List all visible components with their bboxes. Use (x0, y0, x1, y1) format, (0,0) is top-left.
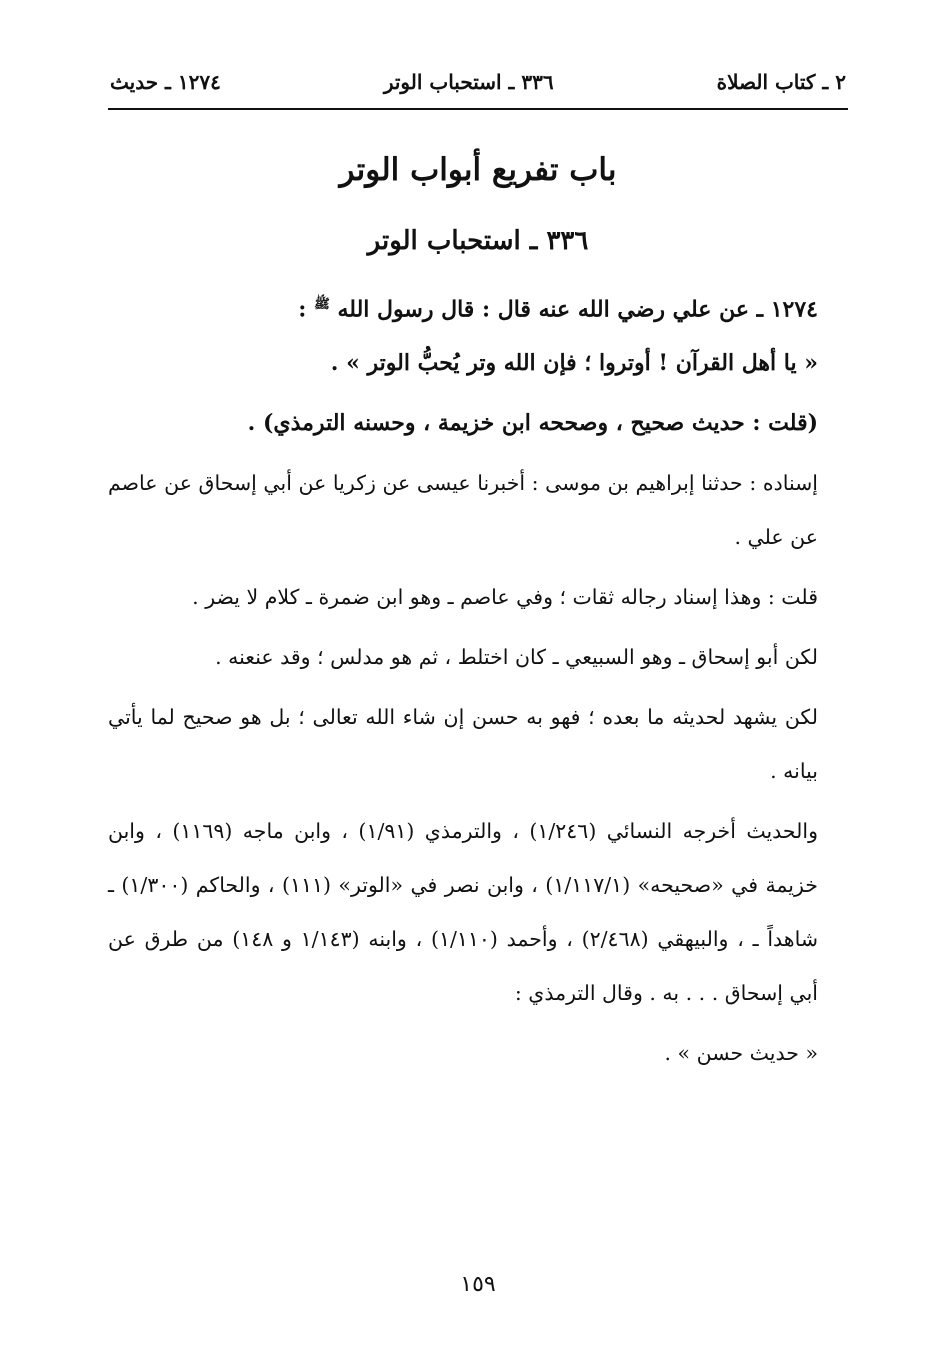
salutation-icon: ﷺ (314, 297, 330, 312)
hadith-intro-colon: : (298, 296, 307, 323)
header-book-title: ٢ ـ كتاب الصلاة (716, 70, 846, 94)
header-hadith-number: ١٢٧٤ ـ حديث (110, 70, 221, 94)
tirmidhi-quote: « حديث حسن » . (664, 1041, 818, 1066)
comment-paragraph-2: لكن أبو إسحاق ـ وهو السبيعي ـ كان اختلط ، ثم هو مدلس ؛ وقد عنعنه . (215, 645, 818, 670)
hadith-intro-text: ١٢٧٤ ـ عن علي رضي الله عنه قال : قال رسول الله (337, 296, 818, 323)
comment-paragraph-1: قلت : وهذا إسناد رجاله ثقات ؛ وفي عاصم ـ وهو ابن ضمرة ـ كلام لا يضر . (192, 585, 818, 610)
running-header (108, 62, 848, 110)
hadith-intro (108, 278, 848, 336)
takhrij-paragraph: والحديث أخرجه النسائي (١/٢٤٦) ، والترمذي (١/٩١) ، وابن ماجه (١١٦٩) ، وابن خزيمة في «صحيحه» (١/١١٧/١) ، وابن نصر في «الوتر» (١١١) ، والحاكم (١/٣٠٠) ـ شاهداً ـ ، والبيهقي (٢/٤٦٨) ، وأحمد (١/١١٠) ، وابنه (١/١٤٣ و ١٤٨) من طرق عن أبي إسحاق . . . به . وقال الترمذي : (108, 819, 819, 1006)
grading-note: (قلت : حديث صحيح ، وصححه ابن خزيمة ، وحسنه الترمذي) . (247, 410, 818, 437)
isnad-paragraph: إسناده : حدثنا إبراهيم بن موسى : أخبرنا عيسى عن زكريا عن أبي إسحاق عن عاصم عن علي . (108, 471, 818, 550)
book-page (108, 62, 848, 1352)
comment-paragraph-3: لكن يشهد لحديثه ما بعده ؛ فهو به حسن إن شاء الله تعالى ؛ بل هو صحيح لما يأتي بيانه . (108, 705, 818, 784)
header-chapter-title: ٣٣٦ ـ استحباب الوتر (383, 70, 554, 94)
hadith-text: « يا أهل القرآن ! أوتروا ؛ فإن الله وتر يُحبُّ الوتر » . (330, 350, 818, 377)
section-title: ٣٣٦ ـ استحباب الوتر (367, 226, 589, 256)
page-number: ١٥٩ (460, 1272, 496, 1297)
chapter-title: باب تفريع أبواب الوتر (339, 152, 617, 188)
